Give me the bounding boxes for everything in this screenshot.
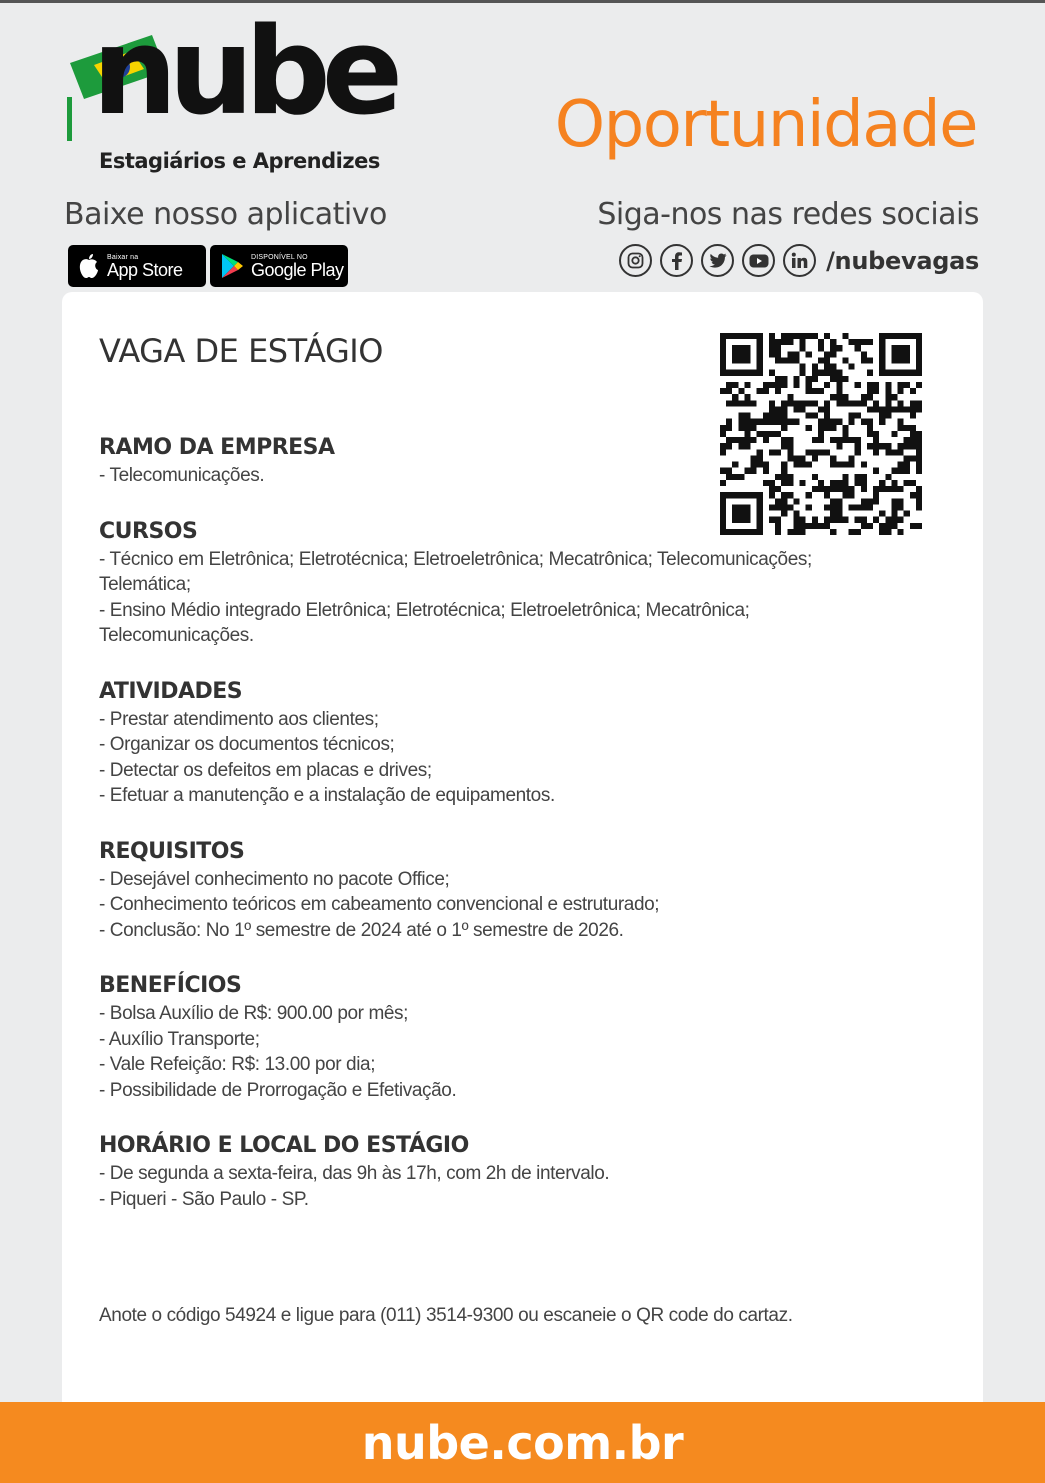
section-line: - Efetuar a manutenção e a instalação de equipamentos. — [99, 785, 555, 806]
section-line: - Detectar os defeitos em placas e drives; — [99, 759, 432, 781]
job-section — [99, 971, 919, 1103]
job-sections — [99, 433, 919, 1240]
google-play-badge[interactable] — [210, 245, 348, 287]
google-play-small-text: DISPONÍVEL NO — [251, 253, 308, 261]
facebook-icon[interactable] — [660, 244, 693, 277]
section-line: - Possibilidade de Prorrogação e Efetivação. — [99, 1079, 457, 1101]
section-title: ATIVIDADES — [99, 678, 243, 704]
nube-logo — [62, 3, 395, 180]
app-store-badge[interactable] — [68, 245, 206, 287]
section-title: BENEFÍCIOS — [99, 973, 242, 998]
section-line: - Conhecimento teóricos em cabeamento convencional e estruturado; — [99, 894, 660, 915]
section-title: RAMO DA EMPRESA — [99, 435, 335, 460]
section-line: - Piqueri - São Paulo - SP. — [99, 1188, 309, 1210]
section-title: REQUISITOS — [99, 838, 245, 864]
app-download-title: Baixe nosso aplicativo — [64, 197, 387, 232]
section-line: - Vale Refeição: R$: 13.00 por dia; — [99, 1054, 376, 1075]
section-title: CURSOS — [99, 518, 198, 544]
job-section — [99, 433, 919, 489]
social-title: Siga-nos nas redes sociais — [597, 197, 979, 232]
section-line: - Telecomunicações. — [99, 465, 265, 486]
footer-bar — [0, 1402, 1045, 1483]
youtube-icon[interactable] — [742, 244, 775, 277]
headline: Oportunidade — [554, 88, 977, 162]
app-store-small-text: Baixar na — [107, 253, 139, 261]
logo-wordmark: nube — [92, 3, 395, 142]
job-section — [99, 677, 919, 809]
section-line: - Técnico em Eletrônica; Eletrotécnica; Eletroeletrônica; Mecatrônica; Telecomunicações; — [99, 548, 812, 570]
job-card — [62, 292, 983, 1402]
section-line: - Conclusão: No 1º semestre de 2024 até o 1º semestre de 2026. — [99, 919, 624, 941]
social-links — [619, 244, 979, 277]
section-line: Telemática; — [99, 574, 191, 595]
footer-url[interactable]: nube.com.br — [361, 1415, 684, 1470]
twitter-icon[interactable] — [701, 244, 734, 277]
logo-subtitle: Estagiários e Aprendizes — [99, 149, 380, 173]
job-title: VAGA DE ESTÁGIO — [99, 332, 383, 370]
section-line: - Ensino Médio integrado Eletrônica; Eletrotécnica; Eletroeletrônica; Mecatrônica; — [99, 599, 750, 621]
job-section — [99, 517, 919, 649]
section-line: - Bolsa Auxílio de R$: 900.00 por mês; — [99, 1003, 409, 1024]
contact-instructions: Anote o código 54924 e ligue para (011) 3514-9300 ou escaneie o QR code do cartaz. — [99, 1305, 793, 1326]
linkedin-icon[interactable] — [783, 244, 816, 277]
google-play-label: Google Play — [251, 259, 344, 280]
section-line: - Desejável conhecimento no pacote Office; — [99, 868, 450, 890]
job-section — [99, 1131, 919, 1212]
instagram-icon[interactable] — [619, 244, 652, 277]
section-line: Telecomunicações. — [99, 625, 254, 646]
job-section — [99, 837, 919, 944]
section-line: - De segunda a sexta-feira, das 9h às 17h, com 2h de intervalo. — [99, 1163, 610, 1184]
google-play-icon — [220, 253, 244, 279]
app-store-label: App Store — [107, 259, 183, 280]
section-title: HORÁRIO E LOCAL DO ESTÁGIO — [99, 1133, 469, 1158]
social-handle[interactable]: /nubevagas — [826, 246, 979, 275]
section-line: - Prestar atendimento aos clientes; — [99, 708, 379, 730]
apple-icon — [78, 253, 100, 279]
section-line: - Organizar os documentos técnicos; — [99, 734, 395, 755]
section-line: - Auxílio Transporte; — [99, 1028, 260, 1050]
